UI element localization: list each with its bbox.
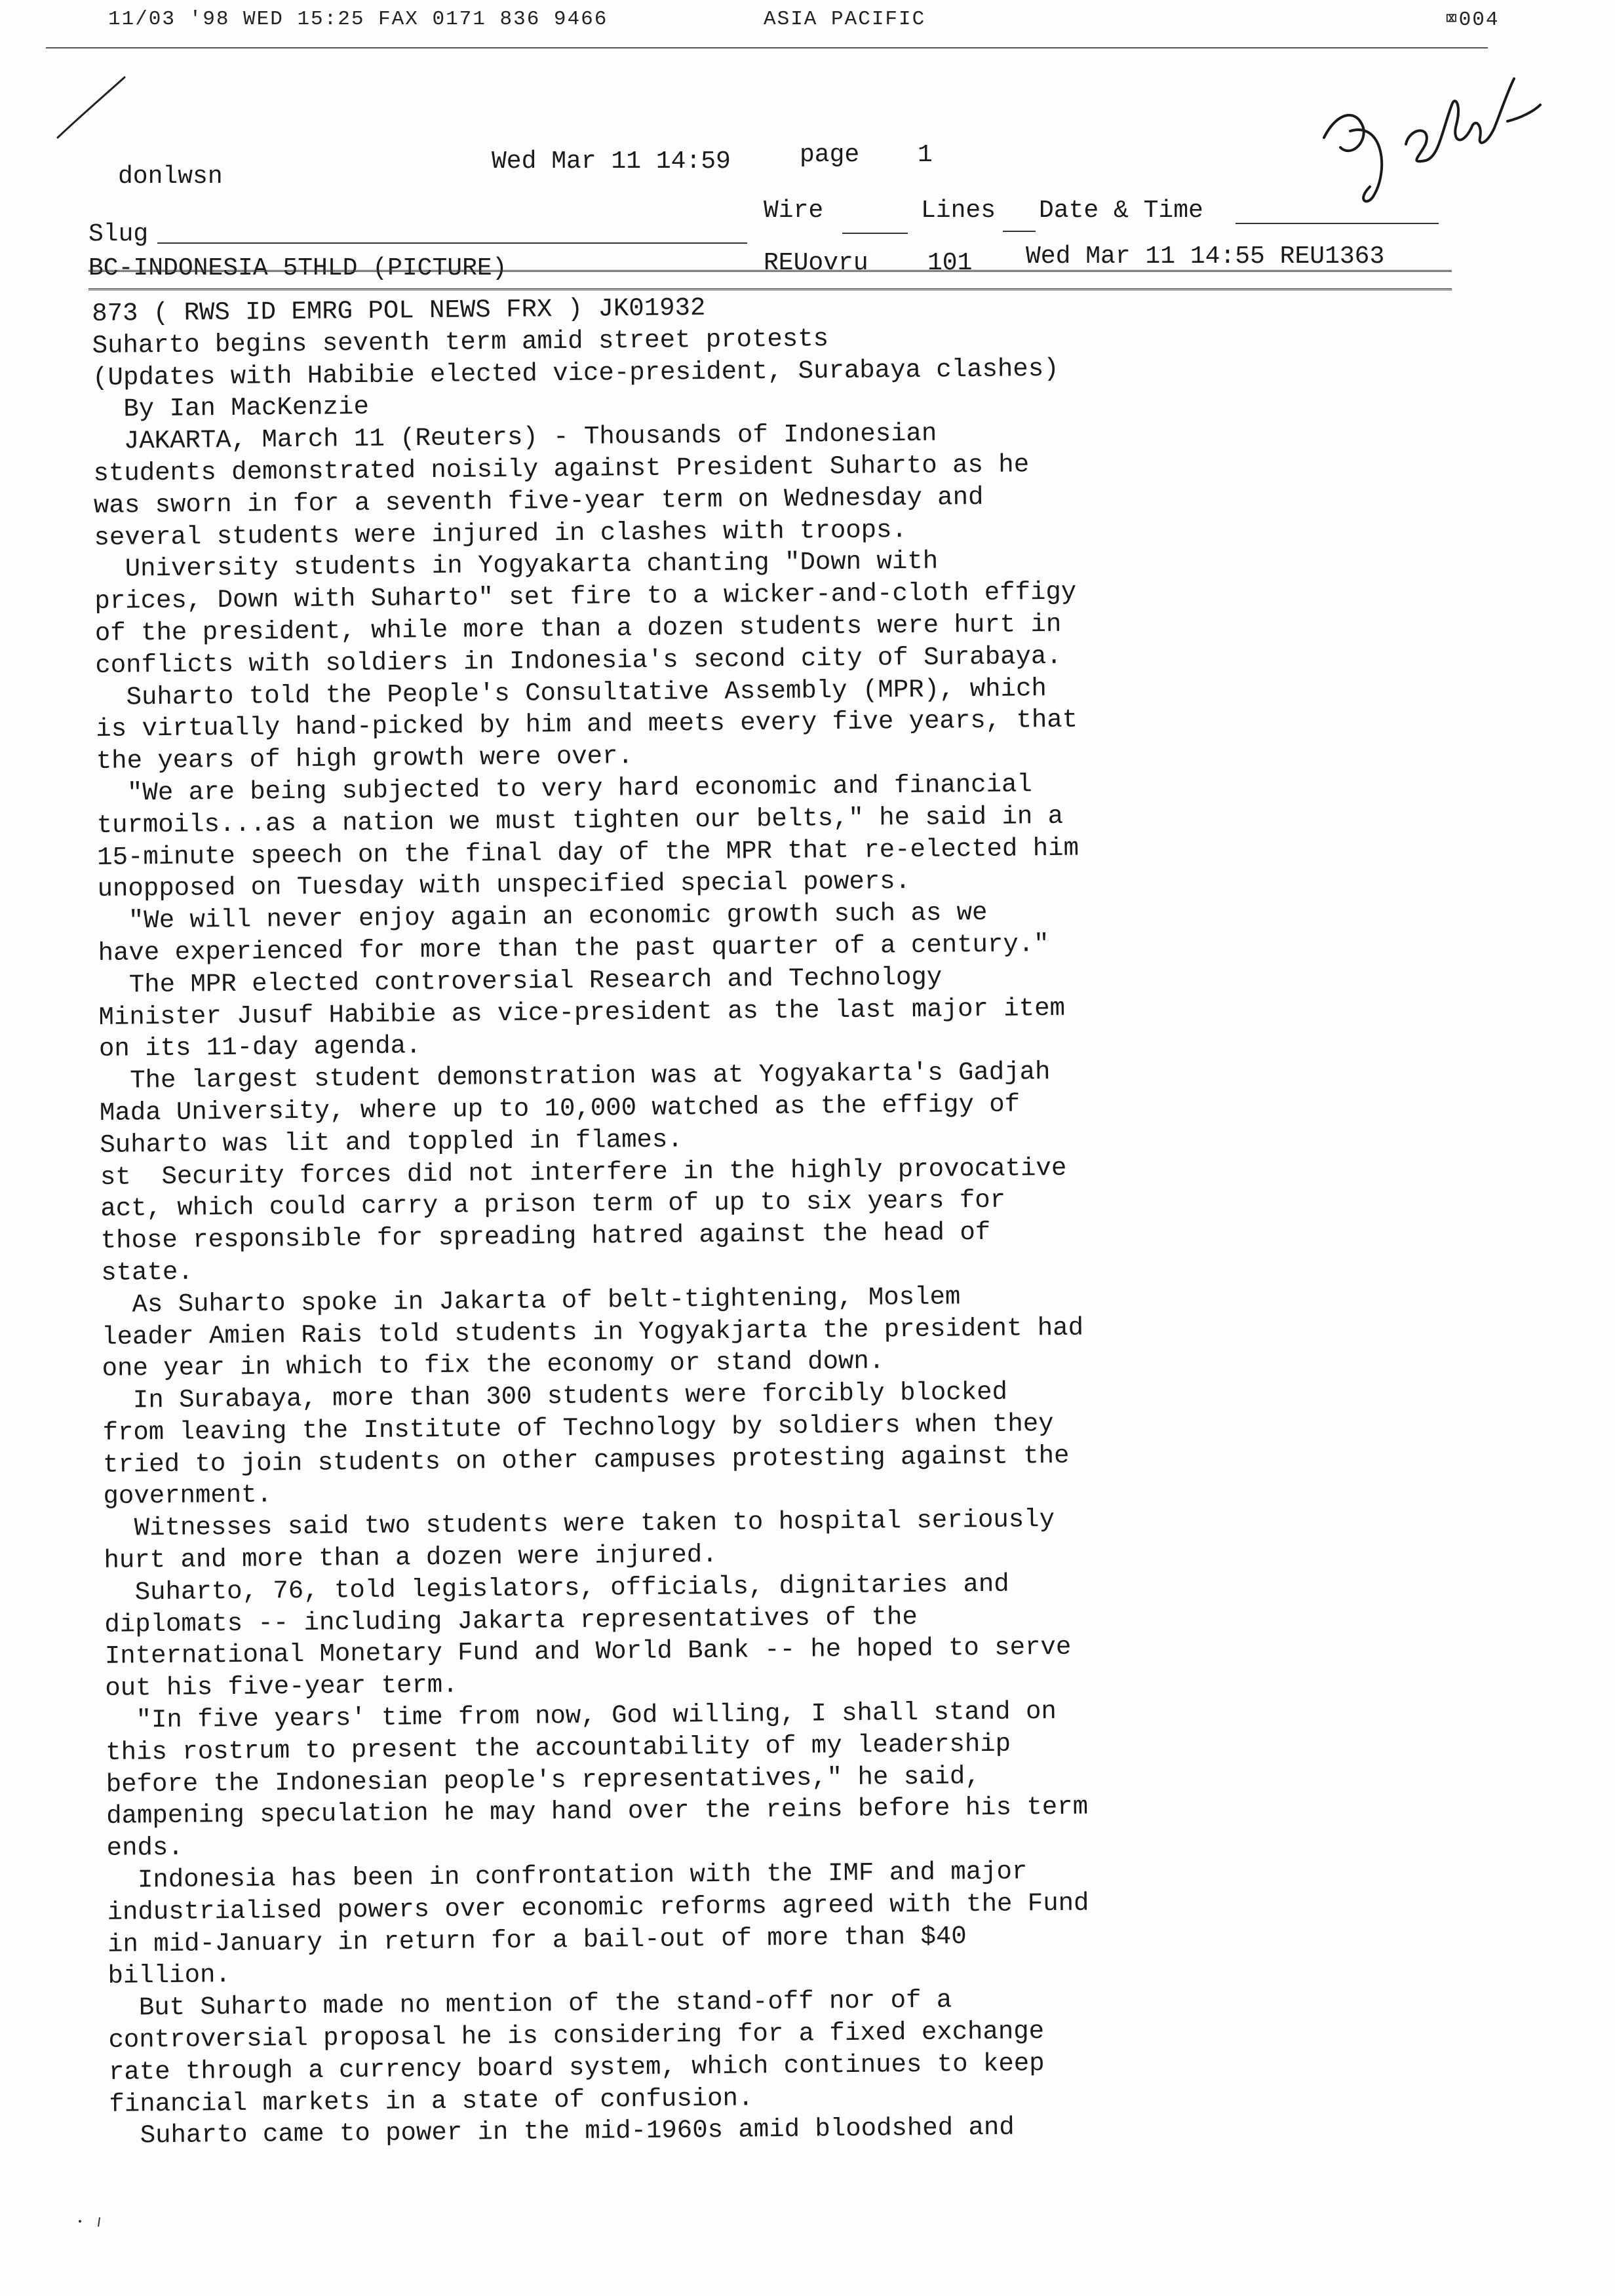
slug-value: BC-INDONESIA 5THLD (PICTURE): [88, 254, 507, 282]
story-line: industrialised powers over economic reforms agreed with the Fund: [107, 1888, 1089, 1927]
story-line: act, which could carry a prison term of up to six years for: [100, 1185, 1006, 1224]
story-body: [92, 286, 1355, 2152]
story-line: Witnesses said two students were taken to hospital seriously: [103, 1505, 1055, 1544]
story-line: financial markets in a state of confusion.: [109, 2084, 754, 2119]
story-line: out his five-year term.: [105, 1671, 458, 1704]
story-line: The largest student demonstration was at Yogyakarta's Gadjah: [99, 1058, 1051, 1096]
story-line: turmoils...as a nation we must tighten our belts," he said in a: [96, 801, 1064, 840]
story-line: rate through a currency board system, which continues to keep: [108, 2049, 1045, 2087]
story-line: diplomats -- including Jakarta representatives of the: [104, 1602, 918, 1639]
story-line: this rostrum to present the accountability of my leadership: [106, 1729, 1011, 1767]
lines-underline: [1003, 231, 1036, 232]
story-line: conflicts with soldiers in Indonesia's second city of Surabaya.: [95, 641, 1062, 680]
datetime-value: Wed Mar 11 14:55 REU1363: [1026, 242, 1385, 271]
story-line: state.: [101, 1257, 193, 1288]
wire-date: Wed Mar 11 14:59: [492, 147, 731, 176]
story-headline: Suharto begins seventh term amid street protests: [92, 324, 829, 360]
story-line: 15-minute speech on the final day of the MPR that re-elected him: [96, 833, 1080, 872]
story-line: several students were injured in clashes with troops.: [94, 515, 908, 552]
story-line: st Security forces did not interfere in the highly provocative: [100, 1153, 1067, 1192]
wire-user: donlwsn: [118, 163, 223, 191]
story-byline: By Ian MacKenzie: [92, 392, 370, 425]
story-line: billion.: [107, 1961, 231, 1991]
wire-underline: [842, 233, 908, 234]
story-line: of the president, while more than a dozen students were hurt in: [94, 609, 1062, 648]
story-update-note: (Updates with Habibie elected vice-president, Surabaya clashes): [92, 354, 1059, 392]
story-line: dampening speculation he may hand over the reins before his term: [106, 1792, 1089, 1831]
story-line: JAKARTA, March 11 (Reuters) - Thousands of Indonesian: [92, 419, 937, 457]
story-line: students demonstrated noisily against President Suharto as he: [93, 450, 1030, 488]
story-paragraphs: [93, 414, 1355, 2152]
story-line: from leaving the Institute of Technology by soldiers when they: [102, 1409, 1054, 1447]
lines-value: 101: [927, 249, 973, 277]
story-line: "We will never enjoy again an economic growth such as we: [97, 898, 988, 936]
story-line: In Surabaya, more than 300 students were forcibly blocked: [102, 1377, 1008, 1416]
wire-page-number: 1: [918, 141, 933, 169]
story-line: have experienced for more than the past quarter of a century.": [98, 929, 1049, 968]
datetime-label: Date & Time: [1039, 197, 1203, 225]
story-line: those responsible for spreading hatred against the head of: [100, 1218, 991, 1256]
scan-speck-mark: [72, 2208, 111, 2234]
story-line: The MPR elected controversial Research and Technology: [98, 963, 943, 1000]
slug-labels-row: [88, 197, 1452, 248]
wire-value: REUovru: [764, 249, 868, 277]
story-line: University students in Yogyakarta chanting "Down with: [94, 547, 939, 584]
story-line: the years of high growth were over.: [96, 742, 634, 776]
story-line: government.: [103, 1480, 273, 1512]
slug-label: Slug: [88, 220, 149, 248]
story-line: is virtually hand-picked by him and meets every five years, that: [96, 705, 1078, 744]
story-line: tried to join students on other campuses protesting against the: [102, 1441, 1070, 1480]
story-line: hurt and more than a dozen were injured.: [104, 1540, 718, 1575]
fax-page-marker: ⌧004: [1445, 9, 1500, 31]
story-line: "In five years' time from now, God willing, I shall stand on: [105, 1697, 1057, 1735]
fax-transmission-line: 11/03 '98 WED 15:25 FAX 0171 836 9466: [108, 8, 608, 31]
story-line: prices, Down with Suharto" set fire to a wicker-and-cloth effigy: [94, 577, 1077, 617]
slug-underline: [157, 242, 747, 244]
story-line: one year in which to fix the economy or stand down.: [102, 1347, 885, 1384]
story-line: Mada University, where up to 10,000 watched as the effigy of: [99, 1090, 1021, 1128]
story-line: Suharto was lit and toppled in flames.: [100, 1125, 683, 1160]
story-line: Suharto came to power in the mid-1960s amid bloodshed and: [109, 2113, 1015, 2151]
lines-label: Lines: [921, 197, 996, 225]
wire-label: Wire: [764, 197, 824, 225]
story-code: 873 ( RWS ID EMRG POL NEWS FRX ) JK01932: [92, 294, 706, 328]
story-line: "We are being subjected to very hard economic and financial: [96, 770, 1033, 808]
story-line: on its 11-day agenda.: [98, 1031, 421, 1064]
story-line: But Suharto made no mention of the stand-off nor of a: [107, 1985, 952, 2023]
slug-separator-rule: [88, 270, 1452, 272]
story-line: controversial proposal he is considering for a fixed exchange: [108, 2017, 1045, 2055]
datetime-underline: [1236, 223, 1439, 224]
fax-header-rule: [46, 47, 1488, 48]
story-line: Suharto, 76, told legislators, officials, dignitaries and: [104, 1569, 1009, 1607]
story-line: Minister Jusuf Habibie as vice-president as the last major item: [98, 993, 1066, 1032]
wire-page-label: page: [800, 141, 860, 169]
story-line: International Monetary Fund and World Bank -- he hoped to serve: [104, 1633, 1072, 1672]
story-line: Suharto told the People's Consultative Assembly (MPR), which: [95, 674, 1047, 712]
story-line: in mid-January in return for a bail-out of more than $40: [107, 1921, 967, 1959]
fax-destination: ASIA PACIFIC: [764, 8, 926, 31]
story-line: before the Indonesian people's representatives," he said,: [106, 1761, 981, 1799]
fax-transmission-header: [0, 0, 1615, 46]
story-line: leader Amien Rais told students in Yogyakjarta the president had: [102, 1313, 1084, 1352]
handwritten-slash-mark: [52, 72, 131, 144]
story-line: was sworn in for a seventh five-year term on Wednesday and: [93, 482, 984, 520]
slug-values-row: [88, 242, 1452, 283]
story-line: As Suharto spoke in Jakarta of belt-tightening, Moslem: [101, 1282, 961, 1320]
story-line: Indonesia has been in confrontation with the IMF and major: [106, 1857, 1028, 1895]
story-line: unopposed on Tuesday with unspecified special powers.: [97, 867, 911, 904]
handwritten-signature: [1311, 66, 1547, 216]
story-line: ends.: [106, 1833, 184, 1864]
